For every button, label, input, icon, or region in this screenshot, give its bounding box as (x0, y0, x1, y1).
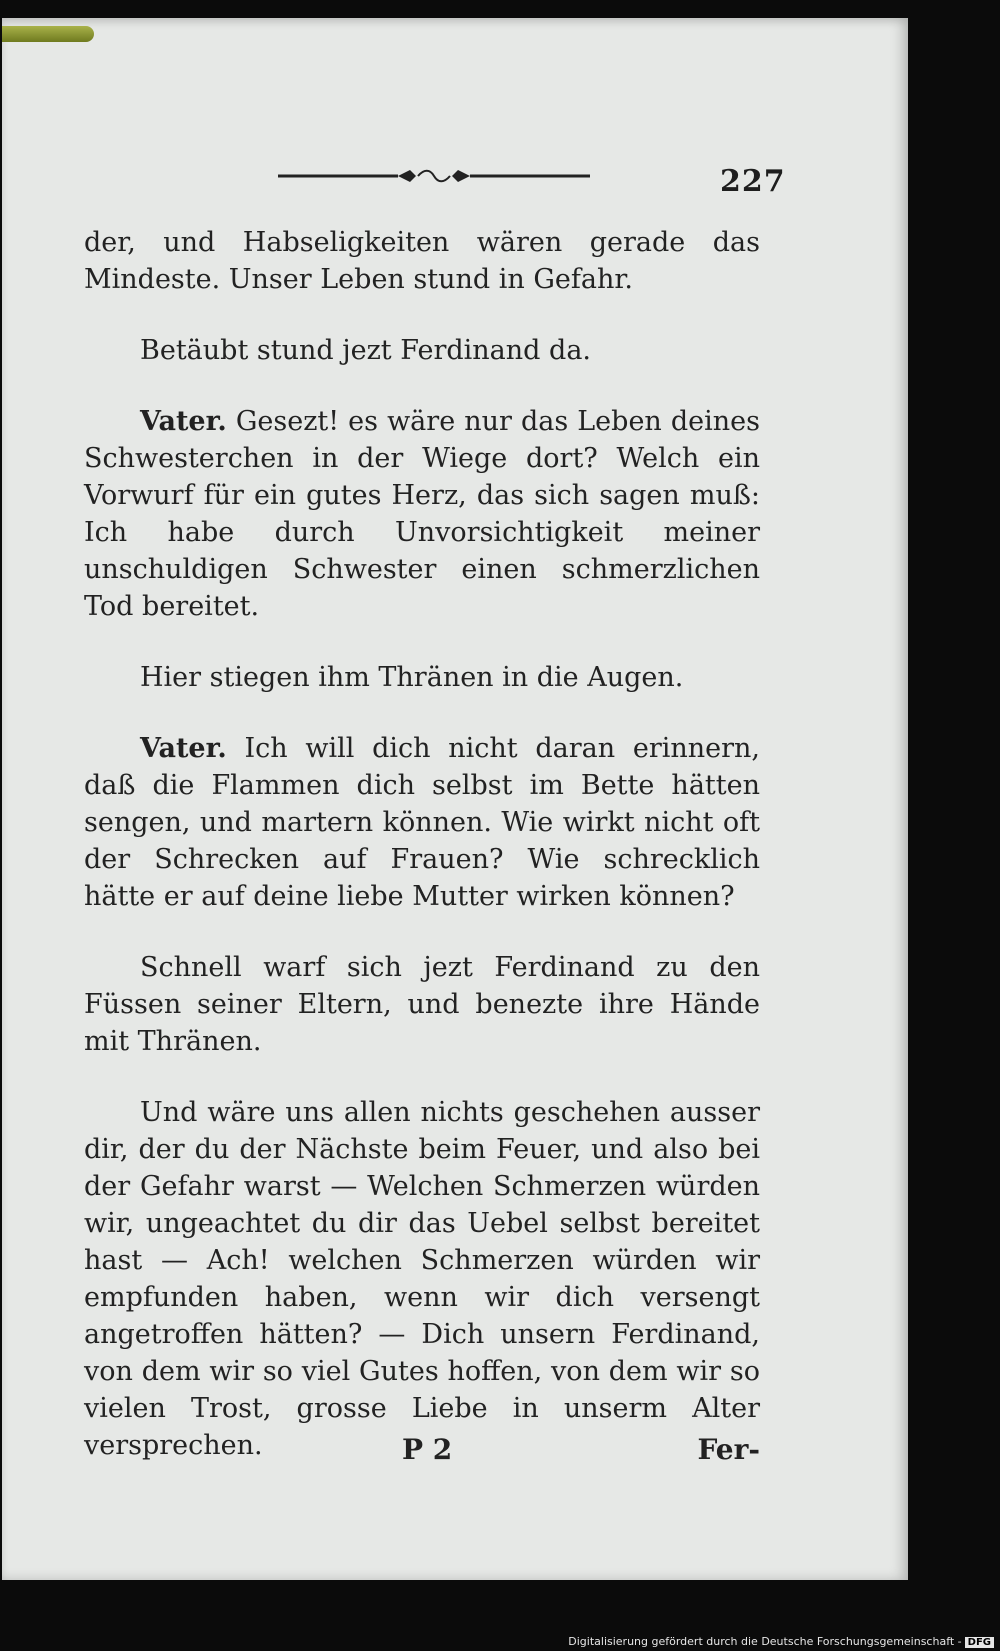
ornamental-header-rule (278, 169, 590, 183)
paragraph-text: Ich will dich nicht daran erinnern, daß die Flammen dich selbst im Bette hätten sengen, und martern können. Wie wirkt nicht oft der Schrecken auf Frauen? Wie schrecklich hätte er auf deine liebe Mutter wirken können? (84, 733, 760, 912)
signature-mark: P 2 (402, 1433, 453, 1466)
paragraph (84, 659, 760, 696)
paragraph (84, 1094, 760, 1464)
paragraph-speaker: Vater. (140, 406, 227, 437)
page-number: 227 (720, 164, 786, 199)
paragraph-text: Und wäre uns allen nichts geschehen ausser dir, der du der Nächste beim Feuer, und also bei der Gefahr warst — Welchen Schmerzen würden wir, ungeachtet du dir das Uebel selbst bereitet hast — Ach! welchen Schmerzen würden wir empfunden haben, wenn wir dich versengt angetroffen hätten? — Dich unsern Ferdinand, von dem wir so viel Gutes hoffen, von dem wir so vielen Trost, grosse Liebe in unserm Alter versprechen. (84, 1097, 760, 1461)
paragraph (84, 403, 760, 625)
paragraph-text: Betäubt stund jezt Ferdinand da. (140, 335, 591, 366)
body-text (84, 224, 760, 1498)
paragraph (84, 224, 760, 298)
paragraph-text: Gesezt! es wäre nur das Leben deines Schwesterchen in der Wiege dort? Welch ein Vorwurf für ein gutes Herz, das sich sagen muß: Ich habe durch Unvorsichtigkeit meiner unschuldigen Schwester einen schmerzlichen Tod bereitet. (84, 406, 760, 622)
paragraph (84, 949, 760, 1060)
paragraph-text: Schnell warf sich jezt Ferdinand zu den Füssen seiner Eltern, und benezte ihre Hände mit Thränen. (84, 952, 760, 1057)
paragraph (84, 730, 760, 915)
paragraph (84, 332, 760, 369)
credit-text: Digitalisierung gefördert durch die Deutsche Forschungsgemeinschaft - (568, 1635, 962, 1648)
bookmark-ribbon (2, 26, 94, 42)
book-page (2, 18, 908, 1580)
paragraph-speaker: Vater. (140, 733, 227, 764)
digitization-credit (568, 1635, 994, 1648)
page-footer (84, 1433, 760, 1473)
dfg-logo: DFG (965, 1637, 994, 1648)
paragraph-text: der, und Habseligkeiten wären gerade das Mindeste. Unser Leben stund in Gefahr. (84, 227, 760, 295)
paragraph-text: Hier stiegen ihm Thränen in die Augen. (140, 662, 684, 693)
catchword: Fer- (697, 1433, 760, 1466)
